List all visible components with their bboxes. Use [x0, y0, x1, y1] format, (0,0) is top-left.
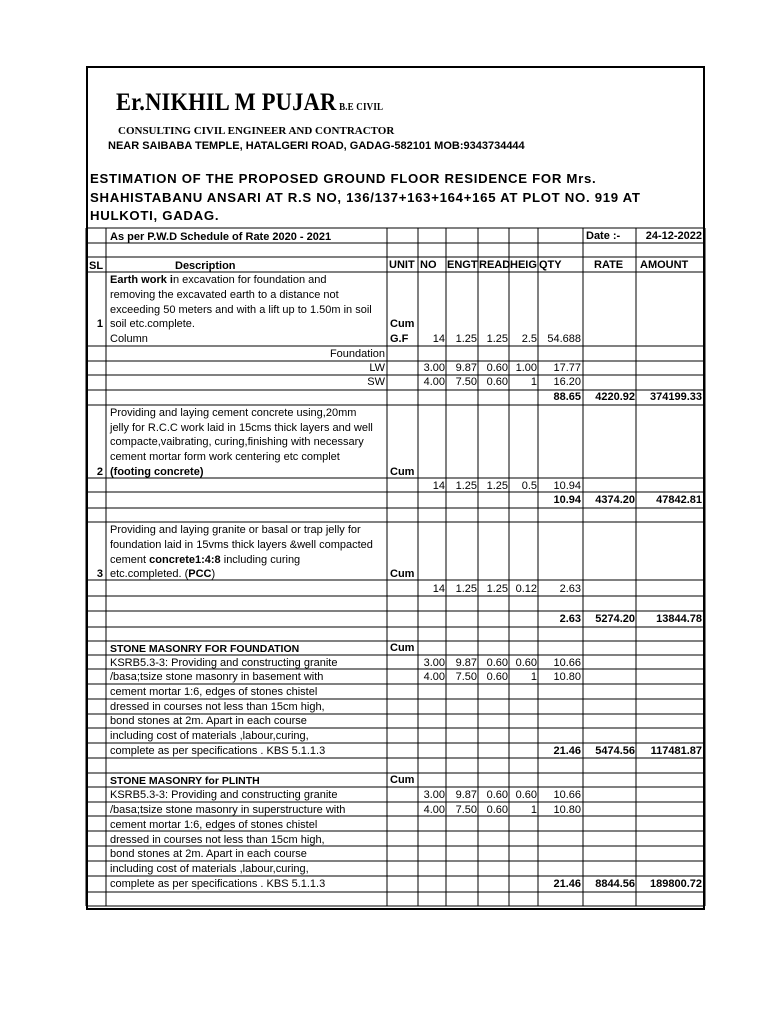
item-description-line: complete as per specifications . KBS 5.1.1.3: [110, 878, 326, 890]
engineer-qualification: B.E CIVIL: [339, 102, 384, 113]
item-unit: Cum: [390, 642, 415, 654]
cell-height: 0.5: [521, 480, 537, 492]
item-description-line: jelly for R.C.C work laid in 15cms thick layers and well: [110, 422, 373, 434]
item-description-line: dressed in courses not less than 15cm high,: [110, 701, 325, 713]
item-description-line: bond stones at 2m. Apart in each course: [110, 715, 307, 727]
item-description-line: cement mortar 1:6, edges of stones chistel: [110, 819, 318, 831]
cell-height: 2.5: [521, 333, 537, 345]
item-description-line: /basa;tsize stone masonry in superstructure with: [110, 804, 346, 816]
col-header-amount: AMOUNT: [640, 259, 689, 271]
cell-qty: 16.20: [553, 376, 581, 388]
cell-length: 9.87: [455, 657, 477, 669]
cell-qty: 17.77: [553, 362, 581, 374]
amount-value: 374199.33: [650, 391, 702, 403]
item-description-line: Providing and laying granite or basal or trap jelly for: [110, 524, 361, 536]
cell-qty: 10.94: [553, 480, 581, 492]
rate-value: 5274.20: [595, 613, 635, 625]
cell-length: 1.25: [455, 480, 477, 492]
cell-length: 1.25: [455, 583, 477, 595]
cell-no: 4.00: [423, 376, 445, 388]
item-sl-number: 3: [96, 568, 103, 580]
cell-breadth: 1.25: [486, 480, 508, 492]
engineer-address: NEAR SAIBABA TEMPLE, HATALGERI ROAD, GADAG-582101 MOB:9343734444: [108, 140, 525, 152]
cell-no: 14: [432, 583, 445, 595]
item-description-line: KSRB5.3-3: Providing and constructing granite: [110, 657, 338, 669]
total-qty: 21.46: [553, 878, 581, 890]
col-header-no: NO: [420, 259, 437, 271]
total-qty: 2.63: [559, 613, 581, 625]
item-description-line: cement mortar 1:6, edges of stones chistel: [110, 686, 318, 698]
cell-height: 1.00: [515, 362, 537, 374]
item-title: STONE MASONRY for PLINTH: [110, 775, 260, 787]
item-unit: Cum: [390, 774, 415, 786]
cell-height: 0.12: [515, 583, 537, 595]
item-description-line: cement concrete1:4:8 including curing: [110, 554, 301, 566]
measurement-label: Foundation: [329, 348, 385, 360]
cell-no: 3.00: [423, 789, 445, 801]
item-unit: Cum: [390, 466, 415, 478]
cell-height: 0.60: [515, 789, 537, 801]
amount-value: 117481.87: [650, 745, 702, 757]
item-description-line: including cost of materials ,labour,curing,: [110, 730, 309, 742]
item-description-line: Earth work in excavation for foundation and: [110, 274, 327, 286]
cell-breadth: 0.60: [486, 671, 508, 683]
date-value: 24-12-2022: [645, 230, 702, 242]
col-header-breadth: READ: [479, 259, 510, 271]
item-title: STONE MASONRY FOR FOUNDATION: [110, 643, 300, 655]
item-description-line: KSRB5.3-3: Providing and constructing granite: [110, 789, 338, 801]
cell-no: 14: [432, 480, 445, 492]
cell-no: 4.00: [423, 671, 445, 683]
item-description-line: including cost of materials ,labour,curing,: [110, 863, 309, 875]
total-qty: 10.94: [553, 494, 581, 506]
item-description-line: soil etc.complete.: [110, 318, 195, 330]
col-header-qty: QTY: [539, 259, 562, 271]
cell-length: 7.50: [455, 671, 477, 683]
col-header-height: HEIG: [510, 259, 537, 271]
estimate-title-line: ESTIMATION OF THE PROPOSED GROUND FLOOR RESIDENCE FOR Mrs.: [90, 171, 597, 186]
col-header-unit: UNIT: [389, 259, 415, 271]
cell-length: 7.50: [455, 804, 477, 816]
cell-qty: 10.66: [553, 657, 581, 669]
cell-no: 14: [432, 333, 445, 345]
cell-qty: 10.80: [553, 804, 581, 816]
cell-no: 4.00: [423, 804, 445, 816]
total-qty: 21.46: [553, 745, 581, 757]
cell-breadth: 1.25: [486, 583, 508, 595]
amount-value: 13844.78: [656, 613, 702, 625]
cell-length: 9.87: [455, 362, 477, 374]
item-description-line: Providing and laying cement concrete using,20mm: [110, 407, 357, 419]
item-description-bold: (footing concrete): [110, 466, 204, 478]
cell-height: 1: [530, 376, 537, 388]
item-description-line: removing the excavated earth to a distance not: [110, 289, 339, 301]
rate-value: 4220.92: [595, 391, 635, 403]
estimate-title: [90, 170, 700, 226]
cell-height: 0.60: [515, 657, 537, 669]
cell-breadth: 1.25: [486, 333, 508, 345]
cell-breadth: 0.60: [486, 657, 508, 669]
estimate-title-line: HULKOTI, GADAG.: [90, 208, 220, 223]
date-label: Date :-: [586, 230, 621, 242]
item-description-line: bond stones at 2m. Apart in each course: [110, 848, 307, 860]
item-description-line: exceeding 50 meters and with a lift up to 1.50m in soil: [110, 304, 372, 316]
item-sl-number: 1: [96, 318, 103, 330]
rate-value: 5474.56: [595, 745, 635, 757]
item-description-line: etc.completed. (PCC): [110, 568, 216, 580]
measurement-label: Column: [110, 333, 148, 345]
col-header-description: Description: [175, 260, 236, 272]
cell-breadth: 0.60: [486, 376, 508, 388]
item-description-line: foundation laid in 15vms thick layers &well compacted: [110, 539, 373, 551]
cell-breadth: 0.60: [486, 362, 508, 374]
cell-height: 1: [530, 804, 537, 816]
col-header-length: ENGT: [447, 259, 478, 271]
cell-qty: 54.688: [547, 333, 581, 345]
measurement-unit: G.F: [390, 333, 409, 345]
item-description-line: complete as per specifications . KBS 5.1.1.3: [110, 745, 326, 757]
cell-height: 1: [530, 671, 537, 683]
schedule-label: As per P.W.D Schedule of Rate 2020 - 2021: [110, 231, 332, 243]
cell-qty: 10.80: [553, 671, 581, 683]
item-description-line: cement mortar form work centering etc complet: [110, 451, 340, 463]
measurement-label: LW: [369, 362, 385, 374]
item-sl-number: 2: [96, 466, 103, 478]
total-qty: 88.65: [553, 391, 581, 403]
rate-value: 4374.20: [595, 494, 635, 506]
col-header-sl: SL: [89, 260, 104, 272]
item-description-line: compacte,vaibrating, curing,finishing with necessary: [110, 436, 364, 448]
item-unit: Cum: [390, 318, 415, 330]
measurement-label: SW: [367, 376, 385, 388]
cell-no: 3.00: [423, 362, 445, 374]
amount-value: 47842.81: [656, 494, 702, 506]
cell-breadth: 0.60: [486, 789, 508, 801]
item-description-line: /basa;tsize stone masonry in basement with: [110, 671, 324, 683]
engineer-subtitle: CONSULTING CIVIL ENGINEER AND CONTRACTOR: [118, 125, 395, 137]
cell-breadth: 0.60: [486, 804, 508, 816]
cell-no: 3.00: [423, 657, 445, 669]
cell-length: 7.50: [455, 376, 477, 388]
amount-value: 189800.72: [650, 878, 702, 890]
rate-value: 8844.56: [595, 878, 635, 890]
item-unit: Cum: [390, 568, 415, 580]
cell-qty: 2.63: [559, 583, 581, 595]
cell-qty: 10.66: [553, 789, 581, 801]
estimate-title-line: SHAHISTABANU ANSARI AT R.S NO, 136/137+163+164+165 AT PLOT NO. 919 AT: [90, 189, 641, 205]
engineer-name: Er.NIKHIL M PUJAR B.E CIVIL: [116, 89, 384, 116]
col-header-rate: RATE: [594, 259, 624, 271]
item-description-line: dressed in courses not less than 15cm high,: [110, 834, 325, 846]
cell-length: 9.87: [455, 789, 477, 801]
cell-length: 1.25: [455, 333, 477, 345]
